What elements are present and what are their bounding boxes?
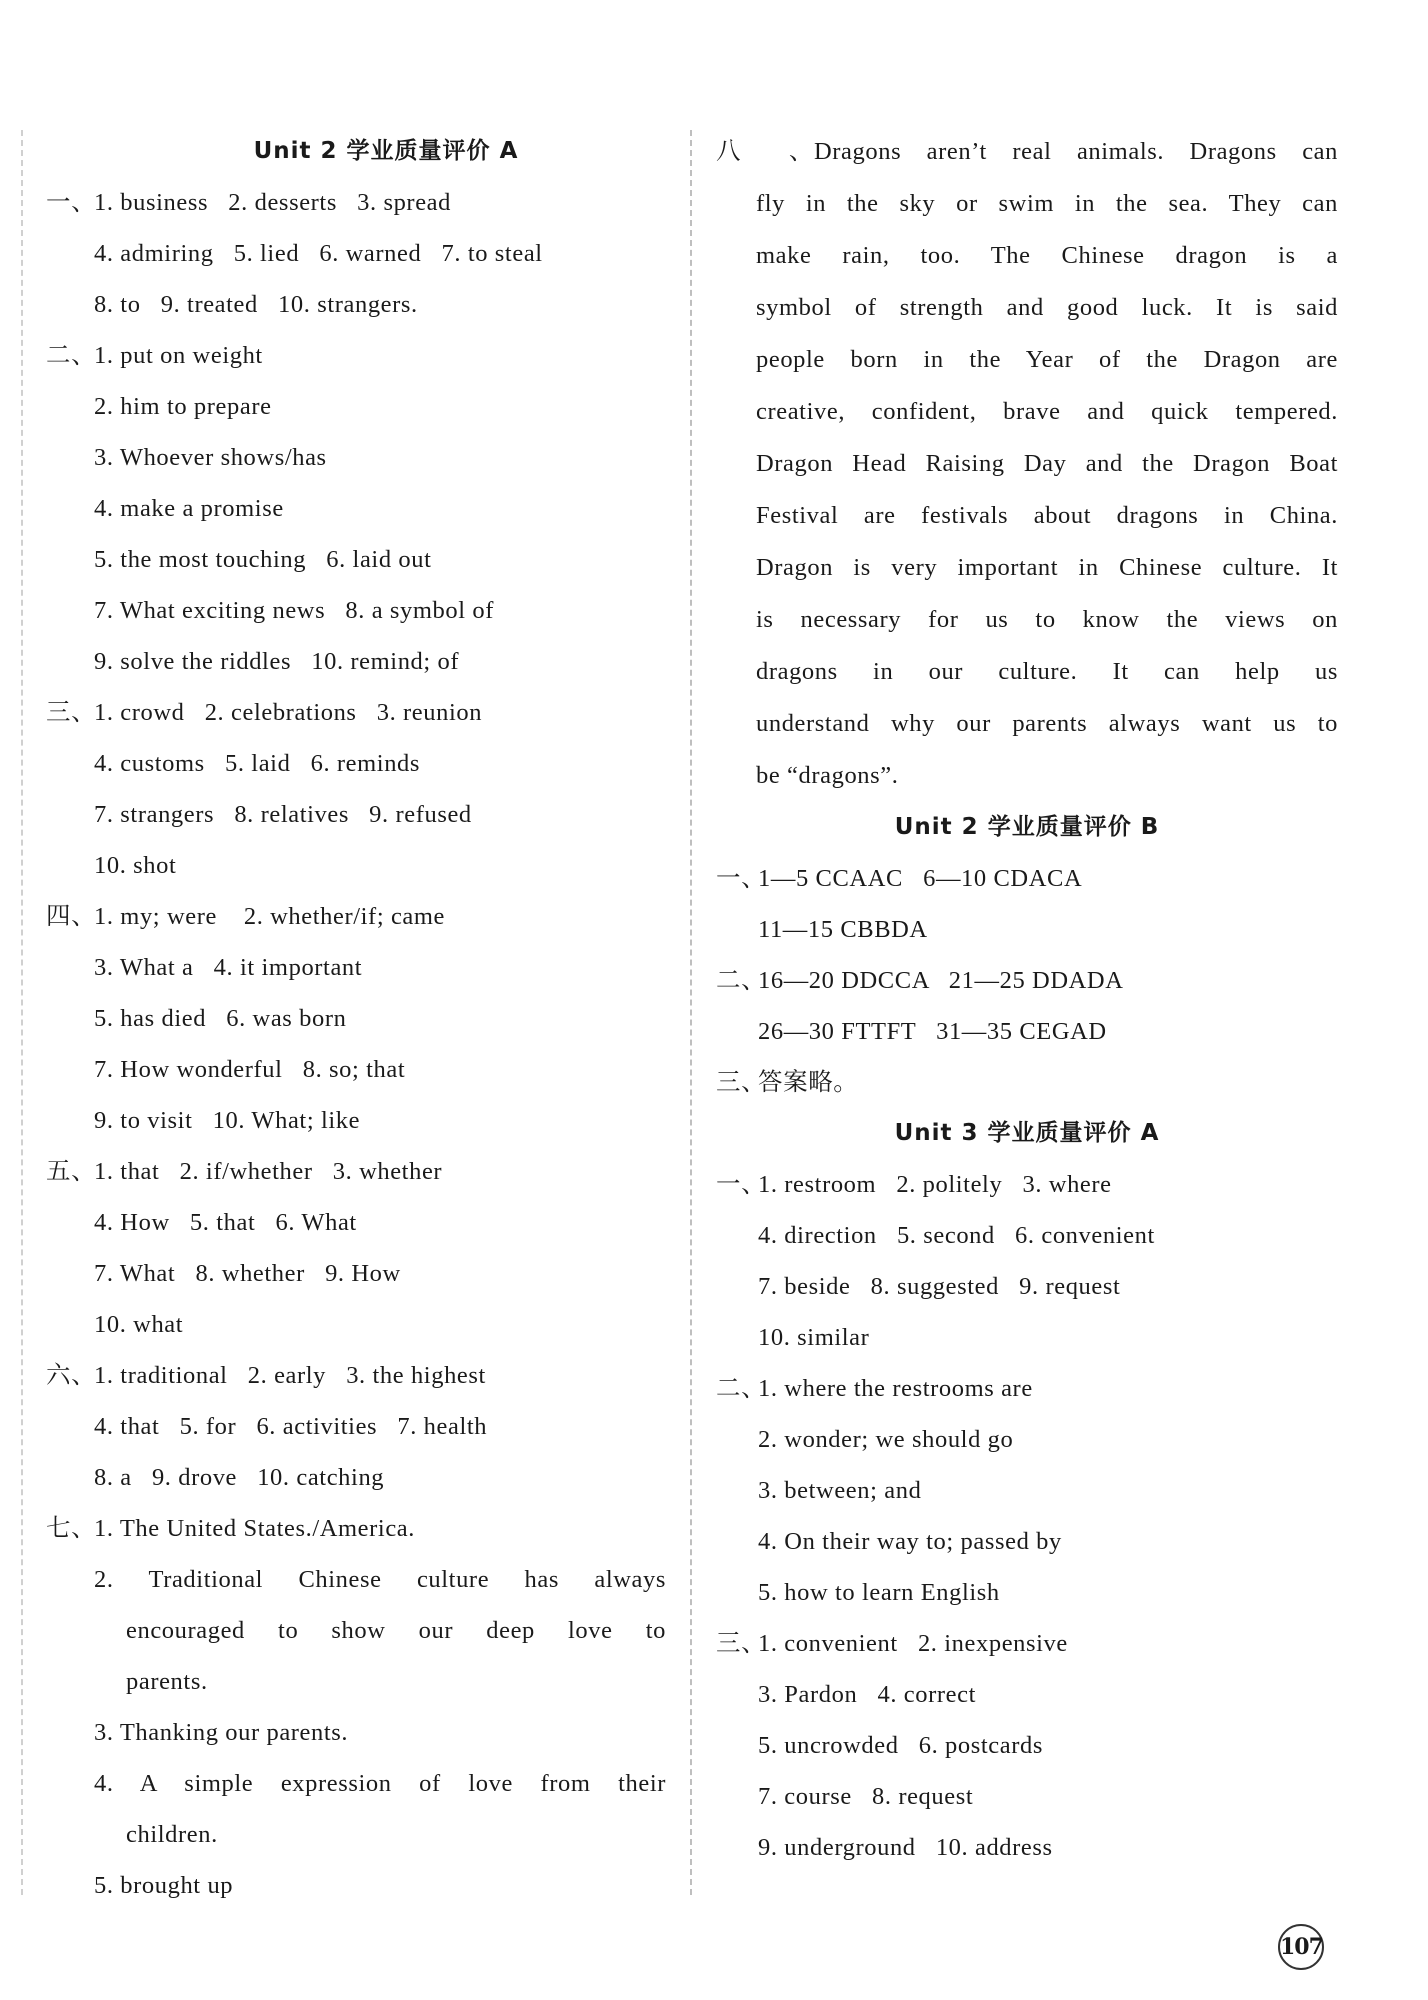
- unit2-a-heading: Unit 2 学业质量评价 A: [253, 138, 519, 164]
- answer-line: [716, 1669, 1338, 1720]
- answer-text: 5. has died 6. was born: [94, 1005, 347, 1032]
- section-marker: 三、: [46, 699, 97, 726]
- answer-line: [46, 1860, 666, 1911]
- answer-line: [46, 1044, 666, 1095]
- column-divider: [690, 130, 692, 1895]
- answer-line: [46, 279, 666, 330]
- answer-text: 10. what: [94, 1311, 184, 1338]
- passage-line: [716, 282, 1338, 334]
- unit2-a-answers: [46, 177, 666, 1911]
- answer-line: [46, 840, 666, 891]
- answer-line: [46, 1758, 666, 1809]
- answer-line: [46, 381, 666, 432]
- answer-line: [716, 1057, 1338, 1108]
- answer-line: [716, 1414, 1338, 1465]
- passage-text: fly in the sky or swim in the sea. They can: [756, 190, 1338, 217]
- passage-text: be “dragons”.: [756, 762, 899, 789]
- section-marker: 五、: [46, 1158, 97, 1185]
- right-column: [716, 126, 1338, 1873]
- answer-text: 4. How 5. that 6. What: [94, 1209, 357, 1236]
- answer-line: [46, 1707, 666, 1758]
- section-marker: 一、: [716, 1171, 767, 1198]
- passage-text: Dragon is very important in Chinese culture. It: [756, 554, 1338, 581]
- answer-line: [46, 534, 666, 585]
- answer-line: [46, 891, 666, 942]
- passage-line: [716, 490, 1338, 542]
- answer-line: [716, 904, 1338, 955]
- passage-line: [716, 230, 1338, 282]
- answer-text: 1. business 2. desserts 3. spread: [94, 189, 451, 216]
- answer-text: 1. traditional 2. early 3. the highest: [94, 1362, 486, 1389]
- answer-text: 2. Traditional Chinese culture has always: [94, 1566, 666, 1593]
- answer-text: 2. him to prepare: [94, 393, 272, 420]
- answer-text: 答案略。: [758, 1069, 859, 1096]
- answer-line: [46, 1452, 666, 1503]
- section-marker: 四、: [46, 903, 97, 930]
- left-edge-guide: [21, 130, 23, 1895]
- answer-line: [46, 177, 666, 228]
- section-marker: 二、: [46, 342, 97, 369]
- answer-line: [46, 432, 666, 483]
- answer-line: [46, 789, 666, 840]
- answer-line: [46, 687, 666, 738]
- passage-text: dragons in our culture. It can help us: [756, 658, 1338, 685]
- answer-line: [46, 1554, 666, 1605]
- answer-line: [716, 1159, 1338, 1210]
- section-marker: 一、: [46, 189, 97, 216]
- answer-text: 5. how to learn English: [758, 1579, 1000, 1606]
- section-marker: 三、: [716, 1069, 767, 1096]
- answer-line: [46, 1299, 666, 1350]
- answer-text: 4. customs 5. laid 6. reminds: [94, 750, 421, 777]
- answer-line: [46, 483, 666, 534]
- answer-text: 11—15 CBBDA: [758, 916, 928, 943]
- answer-text: 1. restroom 2. politely 3. where: [758, 1171, 1112, 1198]
- answer-line: [46, 1656, 666, 1707]
- answer-text: 9. to visit 10. What; like: [94, 1107, 361, 1134]
- passage-text: creative, confident, brave and quick tempered.: [756, 398, 1338, 425]
- answer-line: [716, 1465, 1338, 1516]
- answer-line: [46, 738, 666, 789]
- answer-text: 7. What exciting news 8. a symbol of: [94, 597, 494, 624]
- passage-line: [716, 594, 1338, 646]
- answer-text: 4. On their way to; passed by: [758, 1528, 1062, 1555]
- answer-line: [46, 1503, 666, 1554]
- section-marker: 三、: [716, 1630, 767, 1657]
- answer-line: [46, 1248, 666, 1299]
- answer-line: [46, 228, 666, 279]
- answer-line: [716, 1771, 1338, 1822]
- answer-line: [716, 1006, 1338, 1057]
- answer-text: 3. Whoever shows/has: [94, 444, 327, 471]
- section-marker: 二、: [716, 967, 767, 994]
- answer-text: 9. solve the riddles 10. remind; of: [94, 648, 460, 675]
- passage-line: [716, 698, 1338, 750]
- passage-line: [716, 126, 1338, 178]
- answer-line: [46, 1146, 666, 1197]
- section-8-passage: [716, 126, 1338, 802]
- answer-text: children.: [126, 1821, 218, 1848]
- section-marker: 二、: [716, 1375, 767, 1402]
- passage-line: [716, 178, 1338, 230]
- answer-text: 5. the most touching 6. laid out: [94, 546, 432, 573]
- answer-line: [46, 330, 666, 381]
- answer-text: 4. that 5. for 6. activities 7. health: [94, 1413, 488, 1440]
- answer-text: parents.: [126, 1668, 208, 1695]
- passage-text: Festival are festivals about dragons in China.: [756, 502, 1338, 529]
- answer-text: 1. crowd 2. celebrations 3. reunion: [94, 699, 483, 726]
- passage-line: [716, 386, 1338, 438]
- answer-line: [46, 993, 666, 1044]
- answer-text: 3. Pardon 4. correct: [758, 1681, 976, 1708]
- section-marker: 六、: [46, 1362, 97, 1389]
- answer-text: 1. put on weight: [94, 342, 263, 369]
- answer-text: 4. make a promise: [94, 495, 284, 522]
- unit2-b-heading: Unit 2 学业质量评价 B: [894, 814, 1160, 840]
- answer-text: 16—20 DDCCA 21—25 DDADA: [758, 967, 1124, 994]
- answer-text: 7. How wonderful 8. so; that: [94, 1056, 406, 1083]
- answer-line: [716, 1210, 1338, 1261]
- answer-text: 7. strangers 8. relatives 9. refused: [94, 801, 472, 828]
- answer-line: [46, 585, 666, 636]
- answer-text: 10. similar: [758, 1324, 870, 1351]
- unit2-b-answers: [716, 853, 1338, 1108]
- answer-line: [46, 1095, 666, 1146]
- answer-line: [716, 1567, 1338, 1618]
- answer-line: [716, 1261, 1338, 1312]
- answer-line: [716, 1312, 1338, 1363]
- passage-line: [716, 542, 1338, 594]
- answer-line: [46, 1197, 666, 1248]
- answer-text: 1—5 CCAAC 6—10 CDACA: [758, 865, 1083, 892]
- passage-text: Dragon Head Raising Day and the Dragon Boat: [756, 450, 1338, 477]
- answer-line: [716, 1516, 1338, 1567]
- answer-text: 9. underground 10. address: [758, 1834, 1053, 1861]
- answer-line: [46, 636, 666, 687]
- answer-line: [46, 942, 666, 993]
- unit3-a-answers: [716, 1159, 1338, 1873]
- answer-text: 8. a 9. drove 10. catching: [94, 1464, 385, 1491]
- passage-line: [716, 750, 1338, 802]
- answer-text: encouraged to show our deep love to: [126, 1617, 666, 1644]
- answer-text: 26—30 FTTFT 31—35 CEGAD: [758, 1018, 1107, 1045]
- answer-text: 2. wonder; we should go: [758, 1426, 1014, 1453]
- answer-text: 4. direction 5. second 6. convenient: [758, 1222, 1155, 1249]
- answer-text: 4. A simple expression of love from their: [94, 1770, 666, 1797]
- answer-line: [716, 1822, 1338, 1873]
- answer-line: [716, 955, 1338, 1006]
- answer-text: 7. beside 8. suggested 9. request: [758, 1273, 1121, 1300]
- answer-text: 1. my; were 2. whether/if; came: [94, 903, 446, 930]
- section-marker: 一、: [716, 865, 767, 892]
- passage-line: [716, 334, 1338, 386]
- passage-text: is necessary for us to know the views on: [756, 606, 1338, 633]
- answer-text: 5. brought up: [94, 1872, 234, 1899]
- answer-line: [46, 1605, 666, 1656]
- passage-text: Dragons aren’t real animals. Dragons can: [814, 138, 1338, 165]
- answer-text: 7. What 8. whether 9. How: [94, 1260, 401, 1287]
- section-marker: 七、: [46, 1515, 97, 1542]
- answer-text: 1. where the restrooms are: [758, 1375, 1033, 1402]
- answer-line: [716, 1720, 1338, 1771]
- answer-line: [46, 1809, 666, 1860]
- unit3-a-heading: Unit 3 学业质量评价 A: [894, 1120, 1160, 1146]
- page-number: 107: [1278, 1924, 1324, 1970]
- answer-line: [716, 1618, 1338, 1669]
- passage-text: make rain, too. The Chinese dragon is a: [756, 242, 1338, 269]
- passage-line: [716, 438, 1338, 490]
- answer-line: [716, 1363, 1338, 1414]
- answer-text: 5. uncrowded 6. postcards: [758, 1732, 1043, 1759]
- answer-text: 3. between; and: [758, 1477, 922, 1504]
- answer-line: [46, 1401, 666, 1452]
- passage-text: understand why our parents always want us to: [756, 710, 1338, 737]
- answer-line: [46, 1350, 666, 1401]
- answer-text: 1. convenient 2. inexpensive: [758, 1630, 1068, 1657]
- answer-text: 1. The United States./America.: [94, 1515, 415, 1542]
- passage-text: symbol of strength and good luck. It is said: [756, 294, 1338, 321]
- answer-line: [716, 853, 1338, 904]
- answer-text: 10. shot: [94, 852, 177, 879]
- answer-text: 7. course 8. request: [758, 1783, 974, 1810]
- left-column: [46, 126, 666, 1911]
- passage-text: people born in the Year of the Dragon are: [756, 346, 1338, 373]
- answer-text: 8. to 9. treated 10. strangers.: [94, 291, 418, 318]
- section-marker: 八、: [716, 138, 814, 165]
- answer-text: 1. that 2. if/whether 3. whether: [94, 1158, 443, 1185]
- answer-text: 3. Thanking our parents.: [94, 1719, 349, 1746]
- answer-text: 3. What a 4. it important: [94, 954, 363, 981]
- answer-text: 4. admiring 5. lied 6. warned 7. to steal: [94, 240, 543, 267]
- passage-line: [716, 646, 1338, 698]
